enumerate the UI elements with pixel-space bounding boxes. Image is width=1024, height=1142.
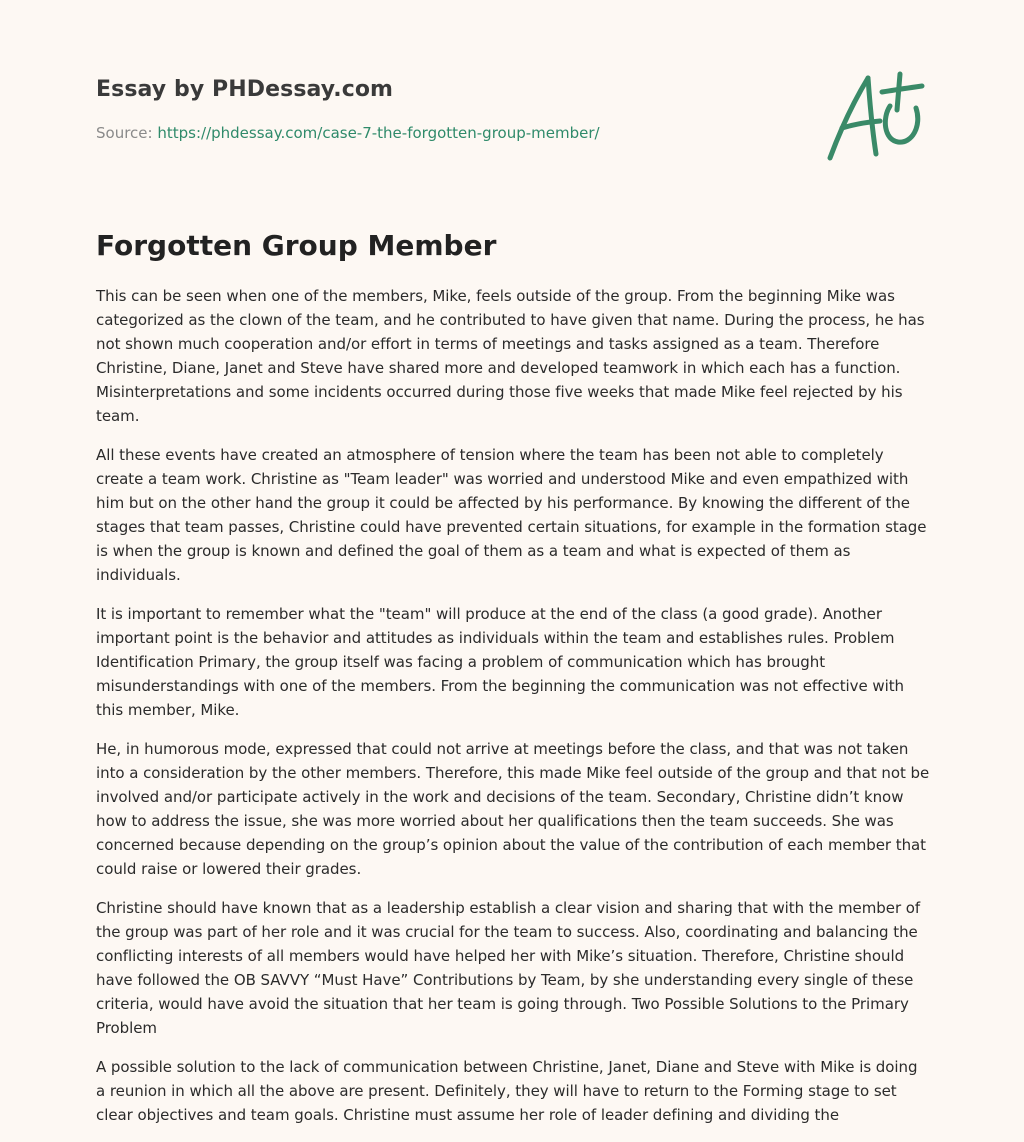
essay-paragraph: A possible solution to the lack of communication between Christine, Janet, Diane and Steve with Mike is doing a reunion in which all the above are present. Definitely, they will have to return to the Forming stage to set clear objectives and team goals. Christine must assume her role of leader defining and dividing the — [96, 1058, 918, 1124]
essay-body — [96, 284, 930, 1142]
essay-title: Forgotten Group Member — [96, 229, 497, 262]
source-line — [96, 123, 600, 143]
essay-paragraph: He, in humorous mode, expressed that could not arrive at meetings before the class, and that was not taken into a consideration by the other members. Therefore, this made Mike feel outside of the group and that not be involved and/or participate actively in the work and decisions of the team. Secondary, Christine didn’t know how to address the issue, she was more worried about her qualifications then the team succeeds. She was concerned because depending on the group’s opinion about the value of the contribution of each member that could raise or lowered their grades. — [96, 740, 930, 878]
a-plus-logo-icon — [820, 66, 930, 166]
essay-paragraph: Christine should have known that as a leadership establish a clear vision and sharing that with the member of the group was part of her role and it was crucial for the team to success. Also, coordinating and balancing the conflicting interests of all members would have helped her with Mike’s situation. Therefore, Christine should have followed the OB SAVVY “Must Have” Contributions by Team, by she understanding every single of these criteria, would have avoid the situation that her team is going through. Two Possible Solutions to the Primary Problem — [96, 899, 921, 1037]
essay-paragraph: It is important to remember what the "team" will produce at the end of the class (a good grade). Another important point is the behavior and attitudes as individuals within the team and establishes rules. Problem Identification Primary, the group itself was facing a problem of communication which has brought misunderstandings with one of the members. From the beginning the communication was not effective with this member, Mike. — [96, 605, 904, 719]
source-label: Source: — [96, 124, 153, 142]
site-title: Essay by PHDessay.com — [96, 77, 394, 102]
source-link[interactable]: https://phdessay.com/case-7-the-forgotten-group-member/ — [157, 124, 600, 142]
essay-paragraph: All these events have created an atmosphere of tension where the team has been not able to completely create a team work. Christine as "Team leader" was worried and understood Mike and even empathized with him but on the other hand the group it could be affected by his performance. By knowing the different of the stages that team passes, Christine could have prevented certain situations, for example in the formation stage is when the group is known and defined the goal of them as a team and what is expected of them as individuals. — [96, 446, 927, 584]
essay-paragraph: This can be seen when one of the members, Mike, feels outside of the group. From the beginning Mike was categorized as the clown of the team, and he contributed to have given that name. During the process, he has not shown much cooperation and/or effort in terms of meetings and tasks assigned as a team. Therefore Christine, Diane, Janet and Steve have shared more and developed teamwork in which each has a function. Misinterpretations and some incidents occurred during those five weeks that made Mike feel rejected by his team. — [96, 287, 925, 425]
